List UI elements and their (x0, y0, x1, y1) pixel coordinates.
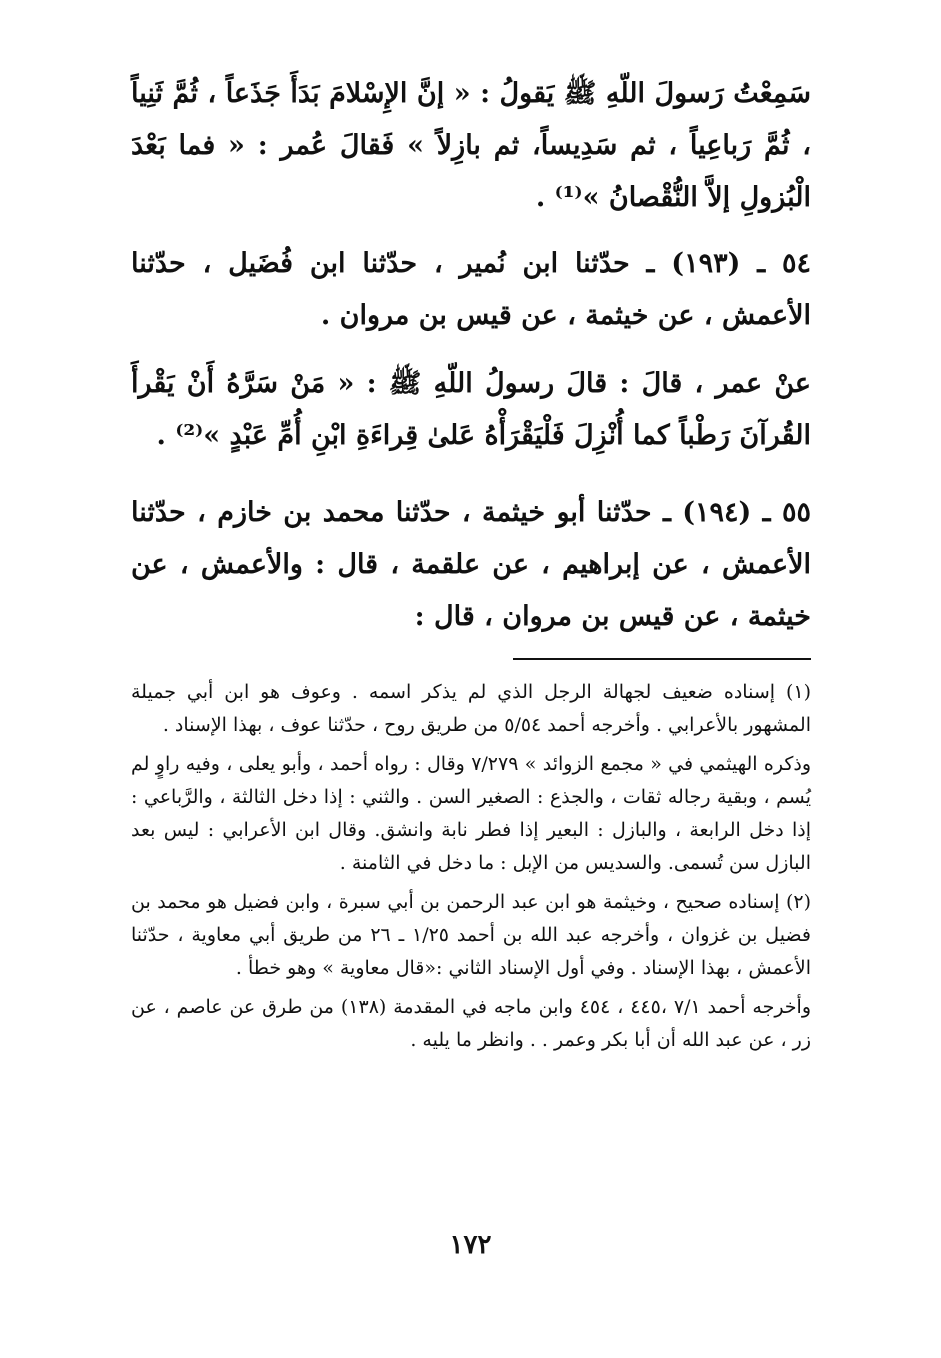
footnote-1: (١) إسناده ضعيف لجهالة الرجل الذي لم يذكر اسمه . وعوف هو ابن أبي جميلة المشهور بالأعرابي . وأخرجه أحمد ٥/٥٤ من طريق روح ، حدّثنا عوف ، بهذا الإسناد . (131, 681, 811, 736)
isnad-paragraph: ٥٤ ـ (١٩٣) ـ حدّثنا ابن نُمير ، حدّثنا ابن فُضَيل ، حدّثنا الأعمش ، عن خيثمة ، عن قيس بن مروان . (131, 248, 811, 331)
hadith-text-paragraph: سَمِعْتُ رَسولَ اللّهِ ﷺ يَقولُ : « إنَّ الإِسْلامَ بَدَأَ جَذَعاً ، ثُمَّ ثَنِياً ، ثُمَّ رَباعِياً ، ثم سَدِيساً، ثم بازِلاً » فَقالَ عُمر : « فما بَعْدَ الْبُزولِ إلاَّ النُّقْصانُ »⁽¹⁾ . (131, 78, 811, 213)
main-text-block (131, 238, 811, 342)
hadith-text-paragraph: عنْ عمر ، قالَ : قالَ رسولُ اللّهِ ﷺ : « مَنْ سَرَّهُ أَنْ يَقْرأَ القُرآنَ رَطْباً كما أُنْزِلَ فَلْيَقْرَأْهُ عَلىٰ قِراءَةِ ابْنِ أُمِّ عَبْدٍ »⁽²⁾ . (131, 368, 811, 451)
main-text-block (131, 68, 811, 224)
isnad-paragraph: ٥٥ ـ (١٩٤) ـ حدّثنا أبو خيثمة ، حدّثنا محمد بن خازم ، حدّثنا الأعمش ، عن إبراهيم ، عن علقمة ، قال : والأعمش ، عن خيثمة ، عن قيس بن مروان ، قال : (131, 497, 811, 632)
page-number: ١٧٢ (449, 1230, 492, 1260)
main-text-block (131, 358, 811, 462)
main-text-block (131, 487, 811, 643)
footnote-2: (٢) إسناده صحيح ، وخيثمة هو ابن عبد الرحمن بن أبي سبرة ، وابن فضيل هو محمد بن فضيل بن غزوان ، وأخرجه عبد الله بن أحمد ١/٢٥ ـ ٢٦ من طريق أبي معاوية ، حدّثنا الأعمش ، بهذا الإسناد . وفي أول الإسناد الثاني :«قال معاوية » وهو خطأ . (131, 891, 811, 979)
footnote-divider (513, 658, 811, 660)
footnote-2-continued: وأخرجه أحمد ٧/١ ،٤٤٥ ، ٤٥٤ وابن ماجه في المقدمة (١٣٨) من طرق عن عاصم ، عن زر ، عن عبد الله أن أبا بكر وعمر . . وانظر ما يليه . (131, 996, 812, 1051)
footnotes-section (131, 676, 811, 1063)
footnote-1-continued: وذكره الهيثمي في « مجمع الزوائد » ٧/٢٧٩ وقال : رواه أحمد ، وأبو يعلى ، وفيه راوٍ لم يُسم ، وبقية رجاله ثقات ، والجذع : الصغير السن . والثني : إذا دخل الثالثة ، والرَّباعي : إذا دخل الرابعة ، والبازل : البعير إذا فطر نابة وانشق. وقال ابن الأعرابي : ليس بعد البازل سن تُسمى. والسديس من الإبل : ما دخل في الثامنة . (131, 753, 811, 874)
